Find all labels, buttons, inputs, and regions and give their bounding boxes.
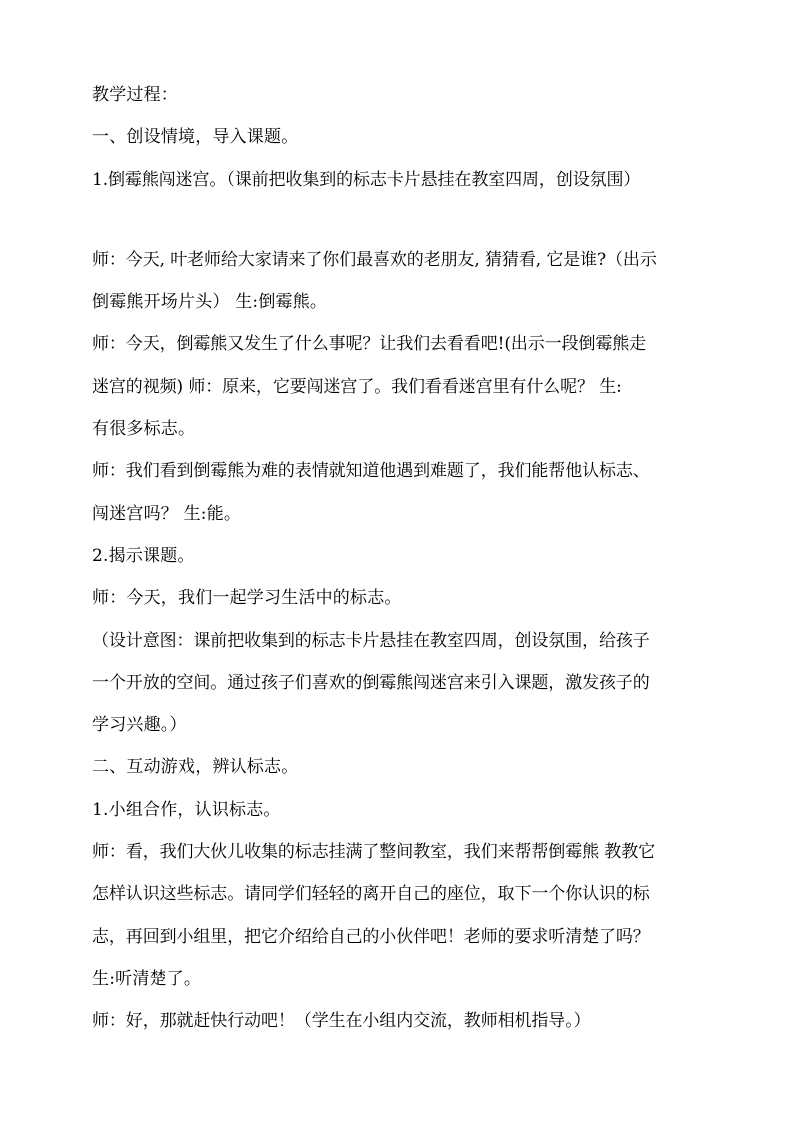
paragraph-5-line-3: 学习兴趣。）	[92, 715, 187, 736]
paragraph-6-line-3: 志，再回到小组里，把它介绍给自己的小伙伴吧！老师的要求听清楚了吗？	[92, 926, 650, 947]
paragraph-1-line-1: 师：今天, 叶老师给大家请来了你们最喜欢的老朋友, 猜猜看, 它是谁?（出示	[92, 249, 657, 270]
paragraph-3-line-1: 师：我们看到倒霉熊为难的表情就知道他遇到难题了，我们能帮他认标志、	[92, 461, 650, 482]
section-title-2: 二、互动游戏，辨认标志。	[92, 757, 299, 778]
item-title-3: 1.小组合作，认识标志。	[92, 799, 281, 820]
blank-line	[92, 211, 724, 249]
paragraph-4-line-1: 师：今天，我们一起学习生活中的标志。	[92, 588, 402, 609]
document-body	[92, 84, 724, 1053]
item-title-2: 2.揭示课题。	[92, 545, 195, 566]
paragraph-1-line-2: 倒霉熊开场片头） 生:倒霉熊。	[92, 292, 328, 313]
paragraph-6-line-2: 怎样认识这些标志。请同学们轻轻的离开自己的座位，取下一个你认识的标	[92, 884, 650, 905]
item-title-1: 1.倒霉熊闯迷宫。（课前把收集到的标志卡片悬挂在教室四周，创设氛围）	[92, 169, 641, 190]
paragraph-8-line-1: 师：好，那就赶快行动吧！（学生在小组内交流，教师相机指导。）	[92, 1011, 591, 1032]
paragraph-2-line-1: 师：今天，倒霉熊又发生了什么事呢？让我们去看看吧!(出示一段倒霉熊走	[92, 334, 647, 355]
paragraph-5-line-2: 一个开放的空间。通过孩子们喜欢的倒霉熊闯迷宫来引入课题，激发孩子的	[92, 672, 650, 693]
paragraph-5-line-1: （设计意图：课前把收集到的标志卡片悬挂在教室四周，创设氛围，给孩子	[92, 630, 650, 651]
paragraph-6-line-1: 师：看，我们大伙儿收集的标志挂满了整间教室，我们来帮帮倒霉熊 教教它	[92, 842, 656, 863]
section-title-1: 一、创设情境，导入课题。	[92, 127, 299, 148]
paragraph-2-line-3: 有很多标志。	[92, 419, 196, 440]
paragraph-7-line-1: 生:听清楚了。	[92, 968, 202, 989]
paragraph-2-line-2: 迷宫的视频) 师：原来，它要闯迷宫了。我们看看迷宫里有什么呢？ 生:	[92, 376, 622, 397]
paragraph-3-line-2: 闯迷宫吗？ 生:能。	[92, 503, 242, 524]
heading: 教学过程：	[92, 85, 178, 105]
